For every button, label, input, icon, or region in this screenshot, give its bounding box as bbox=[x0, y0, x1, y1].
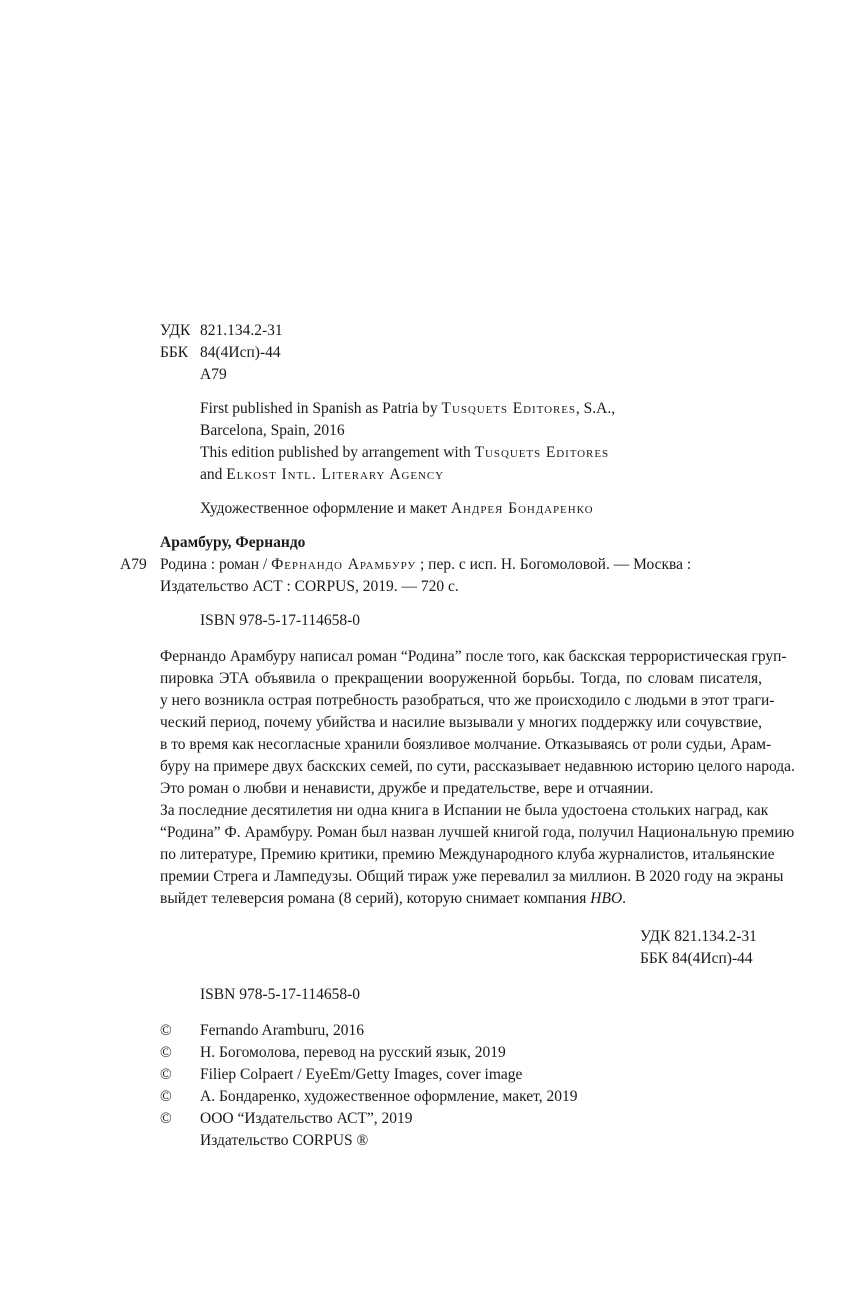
publishing-line-4 bbox=[200, 464, 444, 485]
bib-title: Родина : роман / bbox=[160, 556, 272, 573]
publishing-line-3 bbox=[200, 442, 609, 463]
copyright-symbol: © bbox=[160, 1066, 172, 1083]
designer-name: Андрея Бондаренко bbox=[450, 500, 594, 517]
bib-title-author: Фернандо Арамбуру bbox=[271, 556, 417, 573]
annotation-line: За последние десятилетия ни одна книга в Испании не была удостоена стольких наград, как bbox=[160, 802, 769, 819]
bbk-label: ББК bbox=[160, 344, 189, 361]
annotation-line: в то время как несогласные хранили боязливое молчание. Отказываясь от роли судьи, Арам- bbox=[160, 736, 772, 753]
annotation-last-period: . bbox=[622, 890, 627, 907]
design-credit-text: Художественное оформление и макет bbox=[200, 500, 451, 517]
bbk-value: 84(4Исп)-44 bbox=[200, 344, 281, 361]
udk-label: УДК bbox=[160, 322, 191, 339]
imprint: Издательство CORPUS ® bbox=[200, 1132, 369, 1149]
annotation-line: премии Стрега и Лампедузы. Общий тираж уже перевалил за миллион. В 2020 году на экраны bbox=[160, 868, 784, 885]
annotation-line: пировка ЭТА объявила о прекращении вооруженной борьбы. Тогда, по словам писателя, bbox=[160, 670, 762, 687]
publishing-line-1c: , S.A., bbox=[575, 400, 616, 417]
publishing-line-1 bbox=[200, 398, 615, 419]
copyright-item: А. Бондаренко, художественное оформление, макет, 2019 bbox=[200, 1088, 578, 1105]
annotation-last-text: выйдет телеверсия романа (8 серий), которую снимает компания bbox=[160, 890, 591, 907]
annotation-line: ческий период, почему убийства и насилие вызывали у многих поддержку или сочувствие, bbox=[160, 714, 762, 731]
annotation-hbo: HBO bbox=[590, 890, 623, 907]
annotation-line: буру на примере двух баскских семей, по сути, рассказывает недавнюю историю целого народа. bbox=[160, 758, 795, 775]
author-mark: А79 bbox=[200, 366, 227, 383]
udk-value: 821.134.2-31 bbox=[200, 322, 283, 339]
publishing-line-1a: First published in Spanish as Patria by bbox=[200, 400, 442, 417]
copyright-symbol: © bbox=[160, 1044, 172, 1061]
copyright-item: Filiep Colpaert / EyeEm/Getty Images, cover image bbox=[200, 1066, 523, 1083]
copyright-item: ООО “Издательство АСТ”, 2019 bbox=[200, 1110, 413, 1127]
annotation-line: по литературе, Премию критики, премию Международного клуба журналистов, итальянские bbox=[160, 846, 775, 863]
bib-publisher-line: Издательство АСТ : CORPUS, 2019. — 720 с. bbox=[160, 578, 459, 595]
publishing-line-3a: This edition published by arrangement with bbox=[200, 444, 475, 461]
bib-title-rest: ; пер. с исп. Н. Богомоловой. — Москва : bbox=[416, 556, 692, 573]
copyright-symbol: © bbox=[160, 1088, 172, 1105]
design-credit bbox=[200, 498, 593, 519]
repeat-udk: УДК 821.134.2-31 bbox=[640, 928, 757, 945]
annotation-line: Это роман о любви и ненависти, дружбе и предательстве, вере и отчаянии. bbox=[160, 780, 654, 797]
agency-name: Elkost Intl. Literary Agency bbox=[226, 466, 445, 483]
publishing-line-4a: and bbox=[200, 466, 227, 483]
bib-isbn: ISBN 978-5-17-114658-0 bbox=[200, 612, 361, 629]
copyright-item: Fernando Aramburu, 2016 bbox=[200, 1022, 365, 1039]
bib-title-line bbox=[160, 554, 691, 575]
annotation-last-line bbox=[160, 888, 626, 909]
annotation-line: “Родина” Ф. Арамбуру. Роман был назван лучшей книгой года, получил Национальную премию bbox=[160, 824, 795, 841]
author-heading: Арамбуру, Фернандо bbox=[160, 534, 306, 551]
repeat-isbn: ISBN 978-5-17-114658-0 bbox=[200, 986, 361, 1003]
annotation-line: Фернандо Арамбуру написал роман “Родина” после того, как баскская террористическая груп- bbox=[160, 648, 787, 665]
copyright-item: Н. Богомолова, перевод на русский язык, 2019 bbox=[200, 1044, 506, 1061]
publishing-line-2: Barcelona, Spain, 2016 bbox=[200, 422, 345, 439]
bib-mark: А79 bbox=[120, 556, 147, 573]
repeat-bbk: ББК 84(4Исп)-44 bbox=[640, 950, 753, 967]
publisher-name: Tusquets Editores bbox=[441, 400, 576, 417]
annotation-line: у него возникла острая потребность разобраться, что же происходило с людьми в этот траги- bbox=[160, 692, 775, 709]
publisher-name-2: Tusquets Editores bbox=[474, 444, 610, 461]
copyright-symbol: © bbox=[160, 1022, 172, 1039]
copyright-symbol: © bbox=[160, 1110, 172, 1127]
